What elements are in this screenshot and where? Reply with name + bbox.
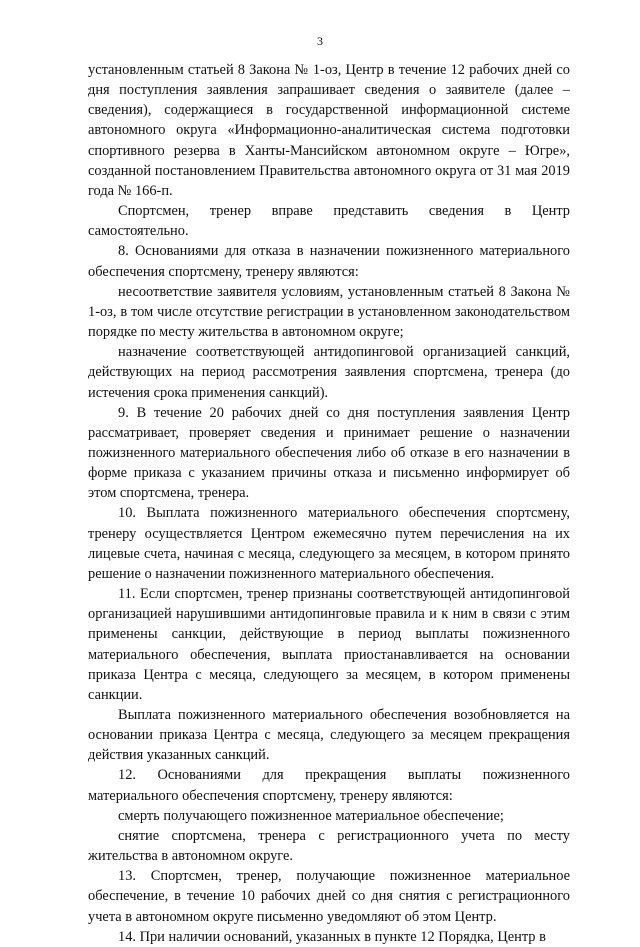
paragraph: Спортсмен, тренер вправе представить сведения в Центр самостоятельно.: [88, 203, 570, 240]
paragraph: установленным статьей 8 Закона № 1-оз, Центр в течение 12 рабочих дней со дня поступления заявления запрашивает сведения о заявителе (далее – сведения), содержащиеся в государственной информационной системе автономного округа «Информационно-аналитическая система подготовки спортивного резерва в Ханты-Мансийском автономном округе – Югре», созданной постановлением Правительства автономного округа от 31 мая 2019 года № 166-п.: [88, 62, 570, 199]
paragraph: 10. Выплата пожизненного материального обеспечения спортсмену, тренеру осуществляется Центром ежемесячно путем перечисления на их лицевые счета, начиная с месяца, следующего за месяцем, в котором принято решение о назначении пожизненного материального обеспечения.: [88, 505, 570, 582]
paragraph: 11. Если спортсмен, тренер признаны соответствующей антидопинговой организацией нарушившими антидопинговые правила и к ним в связи с этим применены санкции, действующие в период выплаты пожизненного материального обеспечения, выплата приостанавливается на основании приказа Центра с месяца, следующего за месяцем, в котором применены санкции.: [88, 586, 570, 703]
paragraph: 8. Основаниями для отказа в назначении пожизненного материального обеспечения спортсмену, тренеру являются:: [88, 243, 570, 280]
paragraph: смерть получающего пожизненное материальное обеспечение;: [118, 807, 504, 824]
paragraph: 14. При наличии оснований, указанных в пункте 12 Порядка, Центр в: [118, 928, 546, 945]
page-number: 3: [317, 34, 323, 48]
paragraph: назначение соответствующей антидопинговой организацией санкций, действующих на период рассмотрения заявления спортсмена, тренера (до истечения срока применения санкций).: [88, 344, 570, 401]
document-body: [88, 60, 570, 947]
paragraph: Выплата пожизненного материального обеспечения возобновляется на основании приказа Центра с месяца, следующего за месяцем прекращения действия указанных санкций.: [88, 707, 570, 764]
paragraph: 9. В течение 20 рабочих дней со дня поступления заявления Центр рассматривает, проверяет сведения и принимает решение о назначении пожизненного материального обеспечения либо об отказе в его назначении в форме приказа с указанием причины отказа и письменно информирует об этом спортсмена, тренера.: [88, 404, 570, 502]
paragraph: несоответствие заявителя условиям, установленным статьей 8 Закона № 1-оз, в том числе отсутствие регистрации в установленном законодательством порядке по месту жительства в автономном округе;: [88, 283, 570, 341]
paragraph: 13. Спортсмен, тренер, получающие пожизненное материальное обеспечение, в течение 10 рабочих дней со дня снятия с регистрационного учета в автономном округе письменно уведомляют об этом Центр.: [88, 868, 570, 925]
paragraph: снятие спортсмена, тренера с регистрационного учета по месту жительства в автономном округе.: [88, 827, 570, 865]
paragraph: 12. Основаниями для прекращения выплаты пожизненного материального обеспечения спортсмену, тренеру являются:: [88, 767, 570, 804]
